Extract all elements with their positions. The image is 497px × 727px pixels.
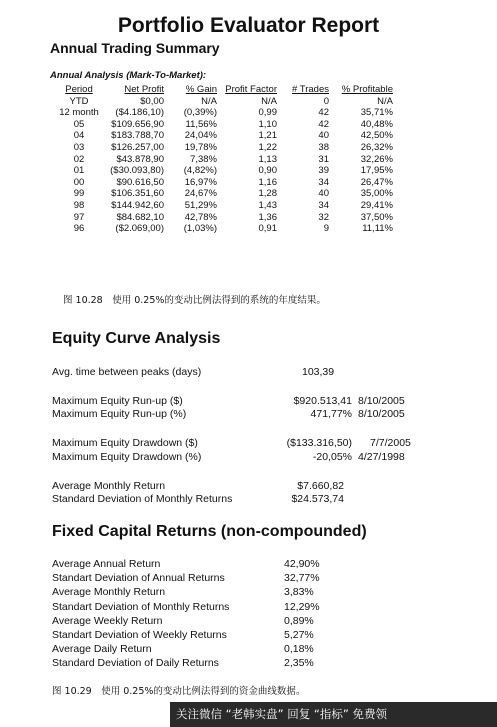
table-cell: 9 — [323, 223, 329, 235]
table-cell: 12 month — [59, 107, 99, 119]
table-row — [50, 188, 393, 200]
fixed-return-label: Average Daily Return — [52, 643, 152, 656]
runup-dollar-row — [52, 395, 405, 407]
table-row — [50, 177, 393, 189]
table-cell: 11,56% — [185, 118, 217, 130]
table-cell: 1,36 — [258, 211, 277, 223]
table-cell: N/A — [201, 95, 217, 107]
fixed-return-value: 2,35% — [284, 657, 314, 670]
fixed-return-row — [52, 629, 314, 641]
fixed-return-row — [52, 614, 314, 627]
fixed-return-label: Average Monthly Return — [52, 586, 166, 599]
equity-curve-heading: Equity Curve Analysis — [52, 330, 221, 347]
table-cell: 7,38% — [190, 153, 217, 165]
avg-peaks-value: 103,39 — [302, 366, 335, 378]
table-cell: 97 — [73, 211, 85, 223]
avg-peaks-label: Avg. time between peaks (days) — [52, 366, 202, 378]
table-cell: 04 — [73, 130, 85, 142]
table-cell: N/A — [261, 95, 277, 107]
table-cell: 24,04% — [184, 130, 217, 142]
table-cell: (4,82%) — [183, 165, 217, 177]
table-cell: 0,90 — [258, 165, 277, 177]
table-cell: 96 — [73, 223, 85, 235]
table-cell: 1,13 — [258, 153, 277, 165]
table-row — [50, 96, 393, 108]
dd-dollar-label: Maximum Equity Drawdown ($) — [52, 437, 198, 449]
table-cell: $90.616,50 — [116, 176, 164, 188]
table-cell: ($30.093,80) — [110, 165, 164, 177]
table-cell: 29,41% — [360, 199, 393, 211]
column-header: Net Profit — [124, 84, 164, 95]
table-cell: 1,16 — [258, 176, 277, 188]
avg-monthly-value: $7.660,82 — [297, 480, 344, 492]
table-cell: $84.682,10 — [116, 211, 164, 223]
dd-pct-label: Maximum Equity Drawdown (%) — [52, 451, 202, 463]
column-header: Period — [65, 84, 93, 95]
table-cell: ($2.069,00) — [115, 223, 164, 235]
std-monthly-row — [52, 493, 344, 505]
table-cell: $144.942,60 — [111, 199, 164, 211]
table-cell: ($4.186,10) — [115, 107, 164, 119]
runup-pct-value: 471,77% — [310, 408, 352, 420]
table-cell: 42,50% — [360, 130, 393, 142]
fixed-return-row — [52, 643, 314, 656]
annual-analysis-subheading: Annual Analysis (Mark-To-Market): — [50, 70, 207, 81]
dd-dollar-date: 7/7/2005 — [370, 437, 411, 449]
table-cell: 26,32% — [360, 141, 393, 153]
fixed-return-label: Average Annual Return — [52, 558, 161, 570]
table-cell: 40 — [318, 188, 329, 200]
table-cell: $183.788,70 — [111, 130, 164, 142]
table-cell: 11,11% — [362, 223, 393, 235]
fixed-return-label: Standard Deviation of Daily Returns — [52, 657, 219, 670]
table-row — [50, 223, 393, 235]
table-row — [50, 107, 393, 119]
table-cell: YTD — [69, 95, 89, 107]
fixed-return-value: 32,77% — [284, 572, 320, 585]
column-header: Profit Factor — [225, 84, 277, 95]
table-cell: 35,00% — [360, 188, 393, 200]
table-cell: $109.656,90 — [111, 118, 164, 130]
dd-dollar-row — [52, 437, 411, 449]
table-cell: 42 — [318, 107, 329, 119]
dd-pct-value: -20,05% — [312, 451, 352, 463]
watermark-banner: 关注微信 “老韩实盘” 回复 “指标” 免费领 — [170, 702, 497, 727]
fixed-return-row — [52, 558, 320, 570]
table-cell: 03 — [73, 141, 85, 153]
table-row — [50, 165, 393, 177]
fixed-return-value: 0,18% — [284, 643, 314, 656]
fixed-return-value: 12,29% — [284, 600, 320, 613]
table-cell: 00 — [73, 176, 85, 188]
table-cell: 1,10 — [258, 118, 277, 130]
table-cell: $106.351,60 — [111, 188, 164, 200]
fixed-return-row — [52, 600, 320, 613]
table-cell: 26,47% — [360, 176, 393, 188]
runup-dollar-value: $920.513,41 — [293, 395, 352, 407]
table-cell: 1,28 — [258, 188, 277, 200]
table-cell: 0 — [323, 95, 329, 107]
figure-caption-10-29: 图 10.29 使用 0.25%的变动比例法得到的资金曲线数据。 — [52, 686, 306, 697]
table-cell: 34 — [318, 199, 329, 211]
fixed-capital-heading: Fixed Capital Returns (non-compounded) — [52, 523, 367, 540]
runup-dollar-date: 8/10/2005 — [358, 395, 405, 407]
dd-pct-date: 4/27/1998 — [358, 451, 405, 463]
annual-summary-heading: Annual Trading Summary — [50, 40, 220, 56]
table-cell: 39 — [318, 165, 329, 177]
fixed-return-value: 5,27% — [284, 629, 314, 641]
table-cell: 37,50% — [360, 211, 393, 223]
fixed-return-label: Standart Deviation of Monthly Returns — [52, 600, 230, 613]
fixed-return-row — [52, 586, 314, 599]
table-cell: $126.257,00 — [111, 141, 164, 153]
table-cell: N/A — [377, 95, 393, 107]
table-cell: 1,21 — [258, 130, 277, 142]
column-header: % Profitable — [341, 84, 393, 95]
runup-dollar-label: Maximum Equity Run-up ($) — [52, 395, 183, 407]
column-header: # Trades — [292, 84, 329, 95]
table-cell: 1,43 — [258, 199, 277, 211]
table-cell: 02 — [73, 153, 85, 165]
table-cell: 98 — [73, 199, 85, 211]
table-cell: 05 — [73, 118, 85, 130]
fixed-return-label: Standart Deviation of Weekly Returns — [52, 629, 227, 641]
table-cell: 34 — [318, 176, 329, 188]
fixed-return-row — [52, 657, 314, 670]
runup-pct-row — [52, 408, 405, 420]
table-cell: 1,22 — [258, 141, 277, 153]
table-cell: 32,26% — [360, 153, 393, 165]
annual-trading-table — [50, 84, 393, 235]
table-cell: 99 — [73, 188, 85, 200]
table-cell: 01 — [73, 165, 85, 177]
table-cell: 19,78% — [184, 141, 217, 153]
table-cell: 51,29% — [184, 199, 217, 211]
dd-dollar-value: ($133.316,50) — [286, 437, 352, 449]
figure-caption-10-28: 图 10.28 使用 0.25%的变动比例法得到的系统的年度结果。 — [63, 295, 326, 306]
runup-pct-label: Maximum Equity Run-up (%) — [52, 408, 187, 420]
table-row — [50, 212, 393, 224]
table-cell: 35,71% — [360, 107, 393, 119]
table-cell: $43.878,90 — [116, 153, 164, 165]
dd-pct-row — [52, 451, 405, 463]
table-cell: (0,39%) — [183, 107, 217, 119]
fixed-return-value: 0,89% — [284, 614, 314, 627]
table-row — [50, 130, 393, 142]
table-cell: 16,97% — [184, 176, 217, 188]
table-row — [50, 119, 393, 131]
fixed-return-label: Standart Deviation of Annual Returns — [52, 572, 225, 585]
table-cell: 31 — [318, 153, 329, 165]
table-cell: (1,03%) — [183, 223, 217, 235]
table-cell: $0,00 — [140, 95, 164, 107]
table-row — [50, 200, 393, 212]
fixed-return-row — [52, 572, 320, 585]
annual-table-body — [50, 96, 393, 235]
std-monthly-label: Standard Deviation of Monthly Returns — [52, 493, 233, 505]
table-row — [50, 154, 393, 166]
table-cell: 40 — [318, 130, 329, 142]
table-cell: 0,91 — [258, 223, 277, 235]
fixed-return-value: 42,90% — [284, 558, 320, 570]
table-cell: 42 — [318, 118, 329, 130]
table-cell: 42,78% — [184, 211, 217, 223]
runup-pct-date: 8/10/2005 — [358, 408, 405, 420]
report-title: Portfolio Evaluator Report — [117, 14, 380, 37]
table-row — [50, 142, 393, 154]
table-cell: 0,99 — [258, 107, 277, 119]
table-cell: 24,67% — [184, 188, 217, 200]
table-cell: 38 — [318, 141, 329, 153]
table-cell: 17,95% — [360, 165, 393, 177]
fixed-return-label: Average Weekly Return — [52, 614, 163, 627]
column-header: % Gain — [185, 84, 217, 95]
std-monthly-value: $24.573,74 — [291, 493, 344, 505]
avg-monthly-row — [52, 480, 344, 492]
table-header-row — [50, 84, 393, 96]
fixed-return-value: 3,83% — [284, 586, 314, 599]
avg-monthly-label: Average Monthly Return — [52, 480, 166, 492]
avg-peaks-row — [52, 366, 335, 378]
table-cell: 40,48% — [360, 118, 393, 130]
table-cell: 32 — [318, 211, 329, 223]
